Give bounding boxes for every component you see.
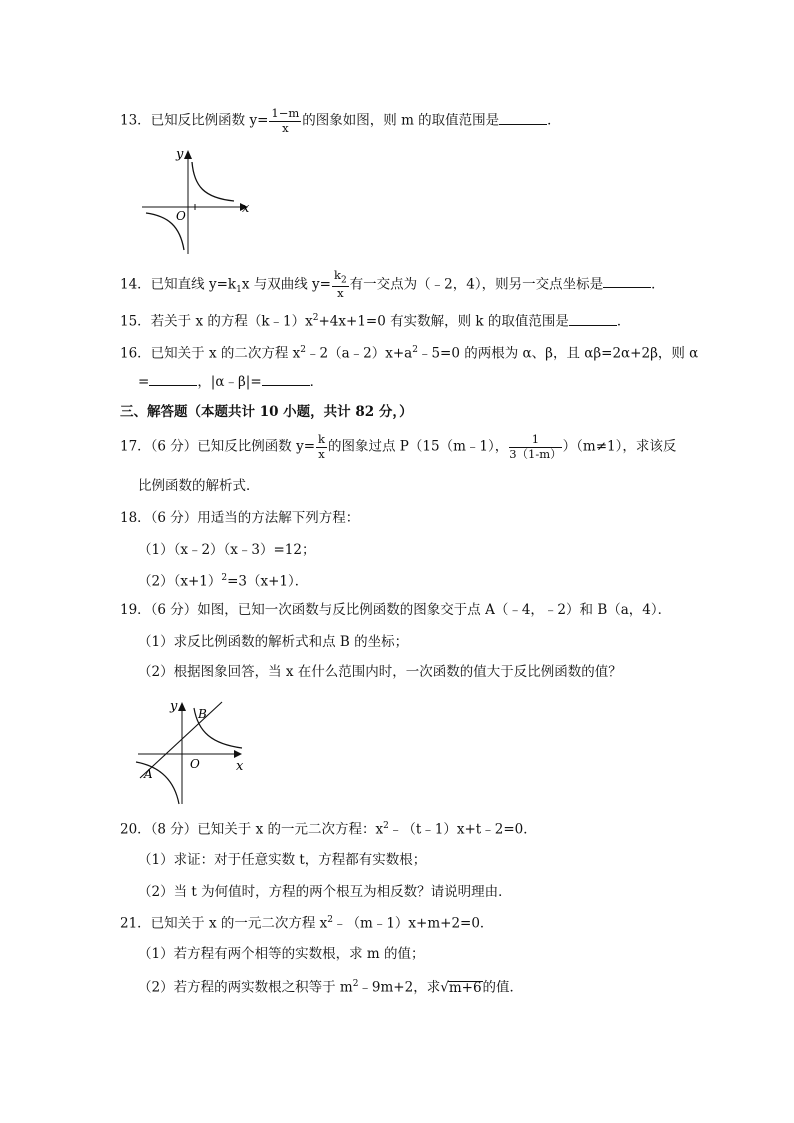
- q15-blank[interactable]: [569, 325, 617, 326]
- q13-blank[interactable]: [499, 124, 547, 125]
- q13-text: 13．已知反比例函数 y= $\frac{1-m}{x}$ 的图象如图，则 m 的取值范围是 ．: [120, 106, 561, 135]
- q18-part1: （1）（x﹣2）（x﹣3）=12；: [138, 542, 316, 558]
- q19-x-arrow: [234, 750, 242, 758]
- q17-fraction-k: $\frac{k}{x}$: [318, 432, 326, 461]
- q15-text: 15．若关于 x 的方程$(k﹣1)x^2+4x+1=0$ 有实数解，则 k 的取值范围是 ．: [120, 313, 631, 330]
- q19-y-label: y: [170, 699, 178, 714]
- q14-fraction: $\frac{k_2}{x}$: [333, 268, 347, 301]
- q21-part1: （1）若方程有两个相等的实数根，求 m 的值；: [138, 946, 425, 962]
- q17-text-line2: 比例函数的解析式．: [138, 478, 260, 494]
- q13-y-label: y: [176, 147, 184, 162]
- q17-text: 17．（6 分）已知反比例函数 y= $\frac{k}{x}$ 的图象过点 P（15（m﹣1）， $\frac{1}{3(1-m)}$ ）（m≠1），求该反: [120, 432, 677, 461]
- q20-title: 20．（8 分）已知关于 x 的一元二次方程：$x^2﹣(t﹣1)x+t﹣2=0$．: [120, 821, 537, 838]
- q13-figure: [138, 146, 258, 256]
- q16-blank-diff[interactable]: [262, 385, 310, 386]
- q20-part2: （2）当 t 为何值时，方程的两个根互为相反数？请说明理由．: [138, 884, 512, 900]
- q19-y-arrow: [178, 702, 186, 711]
- q19-point-a-label: A: [144, 767, 153, 781]
- q19-title: 19．（6 分）如图，已知一次函数与反比例函数的图象交于点 A（﹣4，﹣2）和 B（a，4）．: [120, 602, 672, 618]
- q19-hyperbola-lower: [136, 762, 179, 804]
- q13-curve-upper: [192, 162, 234, 201]
- q16-text: 16．已知关于 x 的二次方程 $x^2﹣2(a﹣2)x+a^2﹣5=0$ 的两根为 α、β，且 αβ=2α+2β，则 α: [120, 345, 699, 362]
- q14-blank[interactable]: [603, 287, 651, 288]
- sqrt-symbol: √: [440, 979, 449, 996]
- q19-origin-label: O: [190, 757, 200, 771]
- q19-point-b-label: B: [198, 707, 207, 721]
- q13-fraction: $\frac{1-m}{x}$: [271, 106, 300, 135]
- q21-part2: （2）若方程的两实数根之积等于 $m^2﹣9m+2$，求√m+6的值．: [138, 979, 524, 996]
- q14-text: 14．已知直线 $y=k_1x$ 与双曲线 y= $\frac{k_2}{x}$ 有一交点为（﹣2，4），则另一交点坐标是 ．: [120, 268, 665, 301]
- q19-part1: （1）求反比例函数的解析式和点 B 的坐标；: [138, 634, 409, 650]
- q13-x-label: x: [242, 201, 250, 216]
- q19-part2: （2）根据图象回答，当 x 在什么范围内时，一次函数的值大于反比例函数的值？: [138, 664, 622, 680]
- section-heading: 三、解答题（本题共计 10 小题，共计 82 分，）: [120, 404, 413, 420]
- q18-part2: $(2)(x+1)^2=3(x+1)$．: [138, 573, 309, 590]
- q21-title: 21．已知关于 x 的一元二次方程 $x^2﹣(m﹣1)x+m+2=0$．: [120, 915, 494, 932]
- q19-figure: [134, 696, 264, 808]
- q20-part1: （1）求证：对于任意实数 t，方程都有实数根；: [138, 852, 427, 868]
- q13-origin-label: O: [176, 209, 186, 223]
- q18-title: 18．（6 分）用适当的方法解下列方程：: [120, 510, 360, 526]
- q19-x-label: x: [236, 759, 244, 774]
- q13-y-arrow: [184, 150, 192, 159]
- q17-fraction-point: $\frac{1}{3(1-m)}$: [509, 432, 562, 461]
- q16-blank-alpha[interactable]: [149, 385, 197, 386]
- q16-text-line2: = ，|α﹣β|= ．: [138, 374, 324, 390]
